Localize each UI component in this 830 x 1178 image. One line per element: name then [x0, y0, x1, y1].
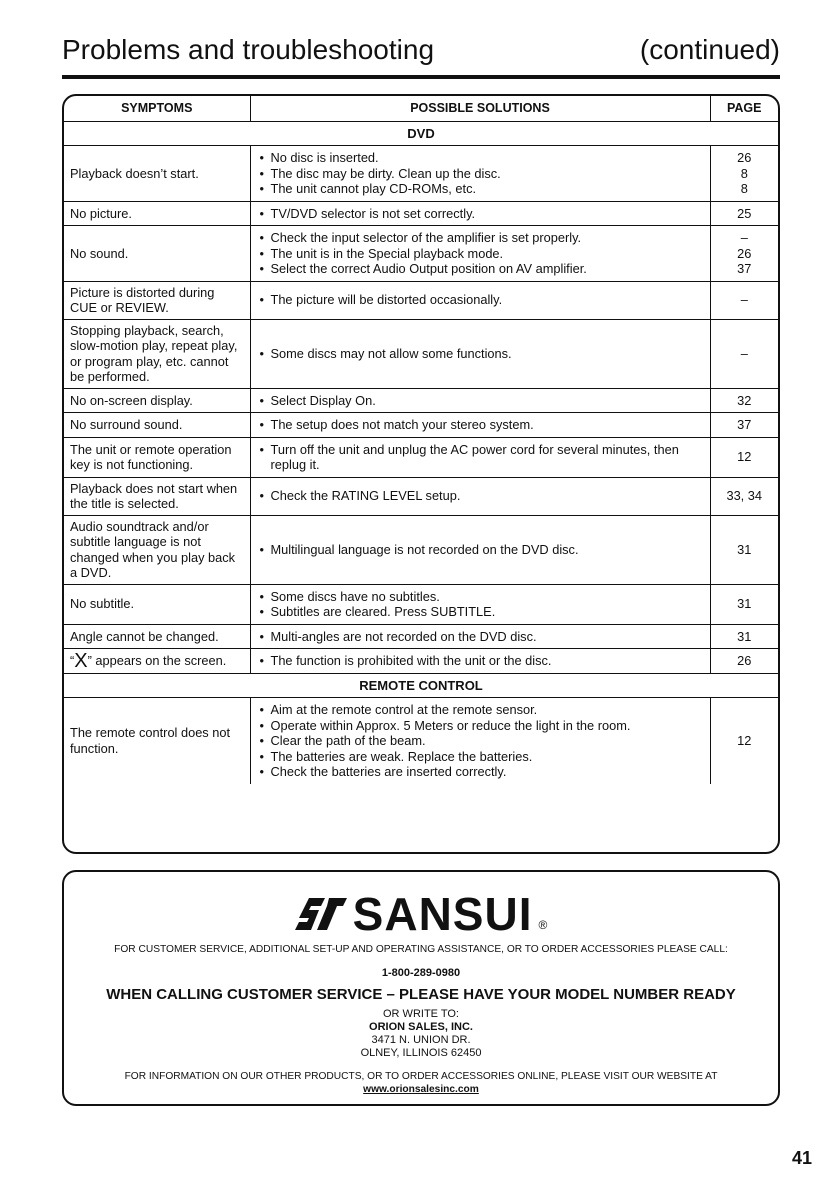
solution-item: • Some discs may not allow some functions.: [271, 346, 702, 362]
solution-item: • Aim at the remote control at the remote sensor.: [271, 702, 702, 718]
page-cell: [710, 226, 778, 282]
solution-item: • Check the input selector of the amplifier is set properly.: [271, 230, 702, 246]
symptom-cell: Picture is distorted during CUE or REVIEW.: [64, 281, 250, 319]
page-ref: 26: [737, 653, 752, 668]
title-rule: [62, 75, 780, 79]
page-header: [62, 32, 780, 76]
page-ref: 25: [737, 205, 752, 221]
solution-item: • The unit cannot play CD-ROMs, etc.: [271, 181, 702, 197]
street-address: 3471 N. UNION DR.: [371, 1034, 471, 1046]
page-cell: [710, 584, 778, 624]
solutions-header: POSSIBLE SOLUTIONS: [250, 96, 710, 121]
solution-item: • Subtitles are cleared. Press SUBTITLE.: [271, 604, 702, 620]
symptom-cell: Playback doesn’t start.: [64, 146, 250, 202]
page-cell: [710, 437, 778, 477]
solution-item: • Turn off the unit and unplug the AC power cord for several minutes, then replug it.: [271, 442, 702, 473]
sansui-logo: [64, 886, 778, 942]
symptom-cell: Angle cannot be changed.: [64, 624, 250, 649]
solution-item: • Clear the path of the beam.: [271, 733, 702, 749]
page-ref: 32: [737, 392, 752, 408]
table-row: [64, 624, 778, 649]
solutions-cell: [250, 413, 710, 438]
website-link[interactable]: www.orionsalesinc.com: [363, 1084, 479, 1095]
table-header-row: [64, 96, 778, 121]
table-row: [64, 437, 778, 477]
solution-item: • Multilingual language is not recorded on the DVD disc.: [271, 542, 702, 558]
page-ref: 33, 34: [726, 488, 763, 504]
solutions-cell: [250, 515, 710, 584]
page-ref: 12: [737, 733, 752, 748]
symptom-cell: No surround sound.: [64, 413, 250, 438]
solutions-cell: [250, 201, 710, 226]
page-number: 41: [791, 1148, 812, 1168]
solutions-cell: [250, 146, 710, 202]
page-ref: 8: [740, 181, 748, 196]
symptom-prefix: “: [70, 653, 75, 668]
symptom-cell: No subtitle.: [64, 584, 250, 624]
page-header: PAGE: [710, 96, 778, 121]
solutions-cell: [250, 437, 710, 477]
service-line: FOR CUSTOMER SERVICE, ADDITIONAL SET-UP AND OPERATING ASSISTANCE, OR TO ORDER ACCESSORIES PLEASE CALL:: [114, 944, 728, 955]
symptom-cell: Playback does not start when the title is selected.: [64, 477, 250, 515]
solution-item: • Multi-angles are not recorded on the DVD disc.: [271, 629, 702, 645]
symptom-cell: Audio soundtrack and/or subtitle language is not changed when you play back a DVD.: [64, 515, 250, 584]
table-body: [64, 121, 778, 784]
table-row: [64, 281, 778, 319]
symptom-cell: No on-screen display.: [64, 388, 250, 413]
symptom-cell: The remote control does not function.: [64, 698, 250, 784]
solution-item: • The function is prohibited with the unit or the disc.: [271, 653, 702, 669]
troubleshooting-table: [64, 96, 778, 784]
solution-item: • The unit is in the Special playback mode.: [271, 246, 702, 262]
symptom-cell: The unit or remote operation key is not functioning.: [64, 437, 250, 477]
page-ref: 37: [737, 417, 752, 432]
table-row: [64, 146, 778, 202]
solution-item: • Check the RATING LEVEL setup.: [271, 488, 702, 504]
symptom-suffix: ” appears on the screen.: [87, 653, 227, 668]
solutions-cell: [250, 388, 710, 413]
page-cell: [710, 146, 778, 202]
continued-label: (continued): [639, 34, 780, 65]
write-to-label: OR WRITE TO:: [383, 1008, 459, 1020]
table-row: [64, 649, 778, 674]
table-row: [64, 319, 778, 388]
section-label-remote: REMOTE CONTROL: [64, 673, 778, 698]
solutions-cell: [250, 477, 710, 515]
troubleshooting-table-panel: [62, 94, 780, 854]
website-info: [64, 1070, 778, 1096]
page-cell: [710, 388, 778, 413]
solution-item: • The batteries are weak. Replace the batteries.: [271, 749, 702, 765]
page-ref: 26: [737, 150, 752, 165]
solution-item: • No disc is inserted.: [271, 150, 702, 166]
page-ref: 12: [737, 449, 752, 465]
info-line: FOR INFORMATION ON OUR OTHER PRODUCTS, OR TO ORDER ACCESSORIES ONLINE, PLEASE VISIT OUR WEBSITE AT: [124, 1071, 718, 1082]
table-row: [64, 584, 778, 624]
logo-wordmark: SANSUI: [352, 888, 533, 940]
section-label-dvd: DVD: [64, 121, 778, 146]
phone-number: 1-800-289-0980: [381, 967, 461, 979]
customer-service-box: [62, 870, 780, 1106]
solutions-cell: [250, 319, 710, 388]
table-row: [64, 413, 778, 438]
page-cell: [710, 413, 778, 438]
page-cell: [710, 698, 778, 784]
page-cell: [710, 624, 778, 649]
calling-notice: WHEN CALLING CUSTOMER SERVICE – PLEASE HAVE YOUR MODEL NUMBER READY: [106, 986, 736, 1003]
solutions-cell: [250, 226, 710, 282]
page-ref: 31: [737, 628, 752, 644]
page-title: Problems and troubleshooting: [62, 34, 435, 65]
solution-item: • Check the batteries are inserted correctly.: [271, 764, 702, 780]
section-row-remote: [64, 673, 778, 698]
symptom-cell: Stopping playback, search, slow-motion play, repeat play, or program play, etc. cannot be performed.: [64, 319, 250, 388]
registered-mark: ®: [538, 918, 548, 932]
solutions-cell: [250, 584, 710, 624]
symptom-cell: No sound.: [64, 226, 250, 282]
page-cell: [710, 649, 778, 674]
solution-item: • Operate within Approx. 5 Meters or reduce the light in the room.: [271, 718, 702, 734]
page-cell: [710, 477, 778, 515]
symptoms-header: SYMPTOMS: [64, 96, 250, 121]
company-name: ORION SALES, INC.: [369, 1021, 473, 1033]
page-cell: [710, 201, 778, 226]
solutions-cell: [250, 624, 710, 649]
page-cell: [710, 319, 778, 388]
table-row: [64, 388, 778, 413]
solutions-cell: [250, 698, 710, 784]
symptom-cell: [64, 649, 250, 674]
page-ref: 31: [737, 541, 752, 557]
prohibited-x-icon: X: [74, 650, 88, 672]
solution-item: • The setup does not match your stereo system.: [271, 417, 702, 433]
solution-item: • The disc may be dirty. Clean up the disc.: [271, 166, 702, 182]
mailing-address: [64, 1008, 778, 1060]
table-row: [64, 201, 778, 226]
symptom-cell: No picture.: [64, 201, 250, 226]
page-cell: [710, 281, 778, 319]
section-row-dvd: [64, 121, 778, 146]
table-row: [64, 515, 778, 584]
page-ref: 31: [737, 596, 752, 612]
sansui-emblem-icon: [295, 894, 347, 934]
page-ref: 37: [737, 261, 752, 276]
page-ref: –: [740, 230, 748, 245]
solutions-cell: [250, 281, 710, 319]
solution-item: • The picture will be distorted occasionally.: [271, 292, 702, 308]
solution-item: • Select Display On.: [271, 393, 702, 409]
city-address: OLNEY, ILLINOIS 62450: [360, 1047, 482, 1059]
page-ref: –: [740, 345, 748, 361]
page-ref: –: [740, 292, 748, 308]
page-ref: 8: [740, 165, 748, 181]
solution-item: • TV/DVD selector is not set correctly.: [271, 206, 702, 222]
solutions-cell: [250, 649, 710, 674]
table-row: [64, 477, 778, 515]
table-row: [64, 226, 778, 282]
page-cell: [710, 515, 778, 584]
solution-item: • Select the correct Audio Output position on AV amplifier.: [271, 261, 702, 277]
solution-item: • Some discs have no subtitles.: [271, 589, 702, 605]
page-ref: 26: [737, 245, 752, 261]
table-row-remote: [64, 698, 778, 784]
